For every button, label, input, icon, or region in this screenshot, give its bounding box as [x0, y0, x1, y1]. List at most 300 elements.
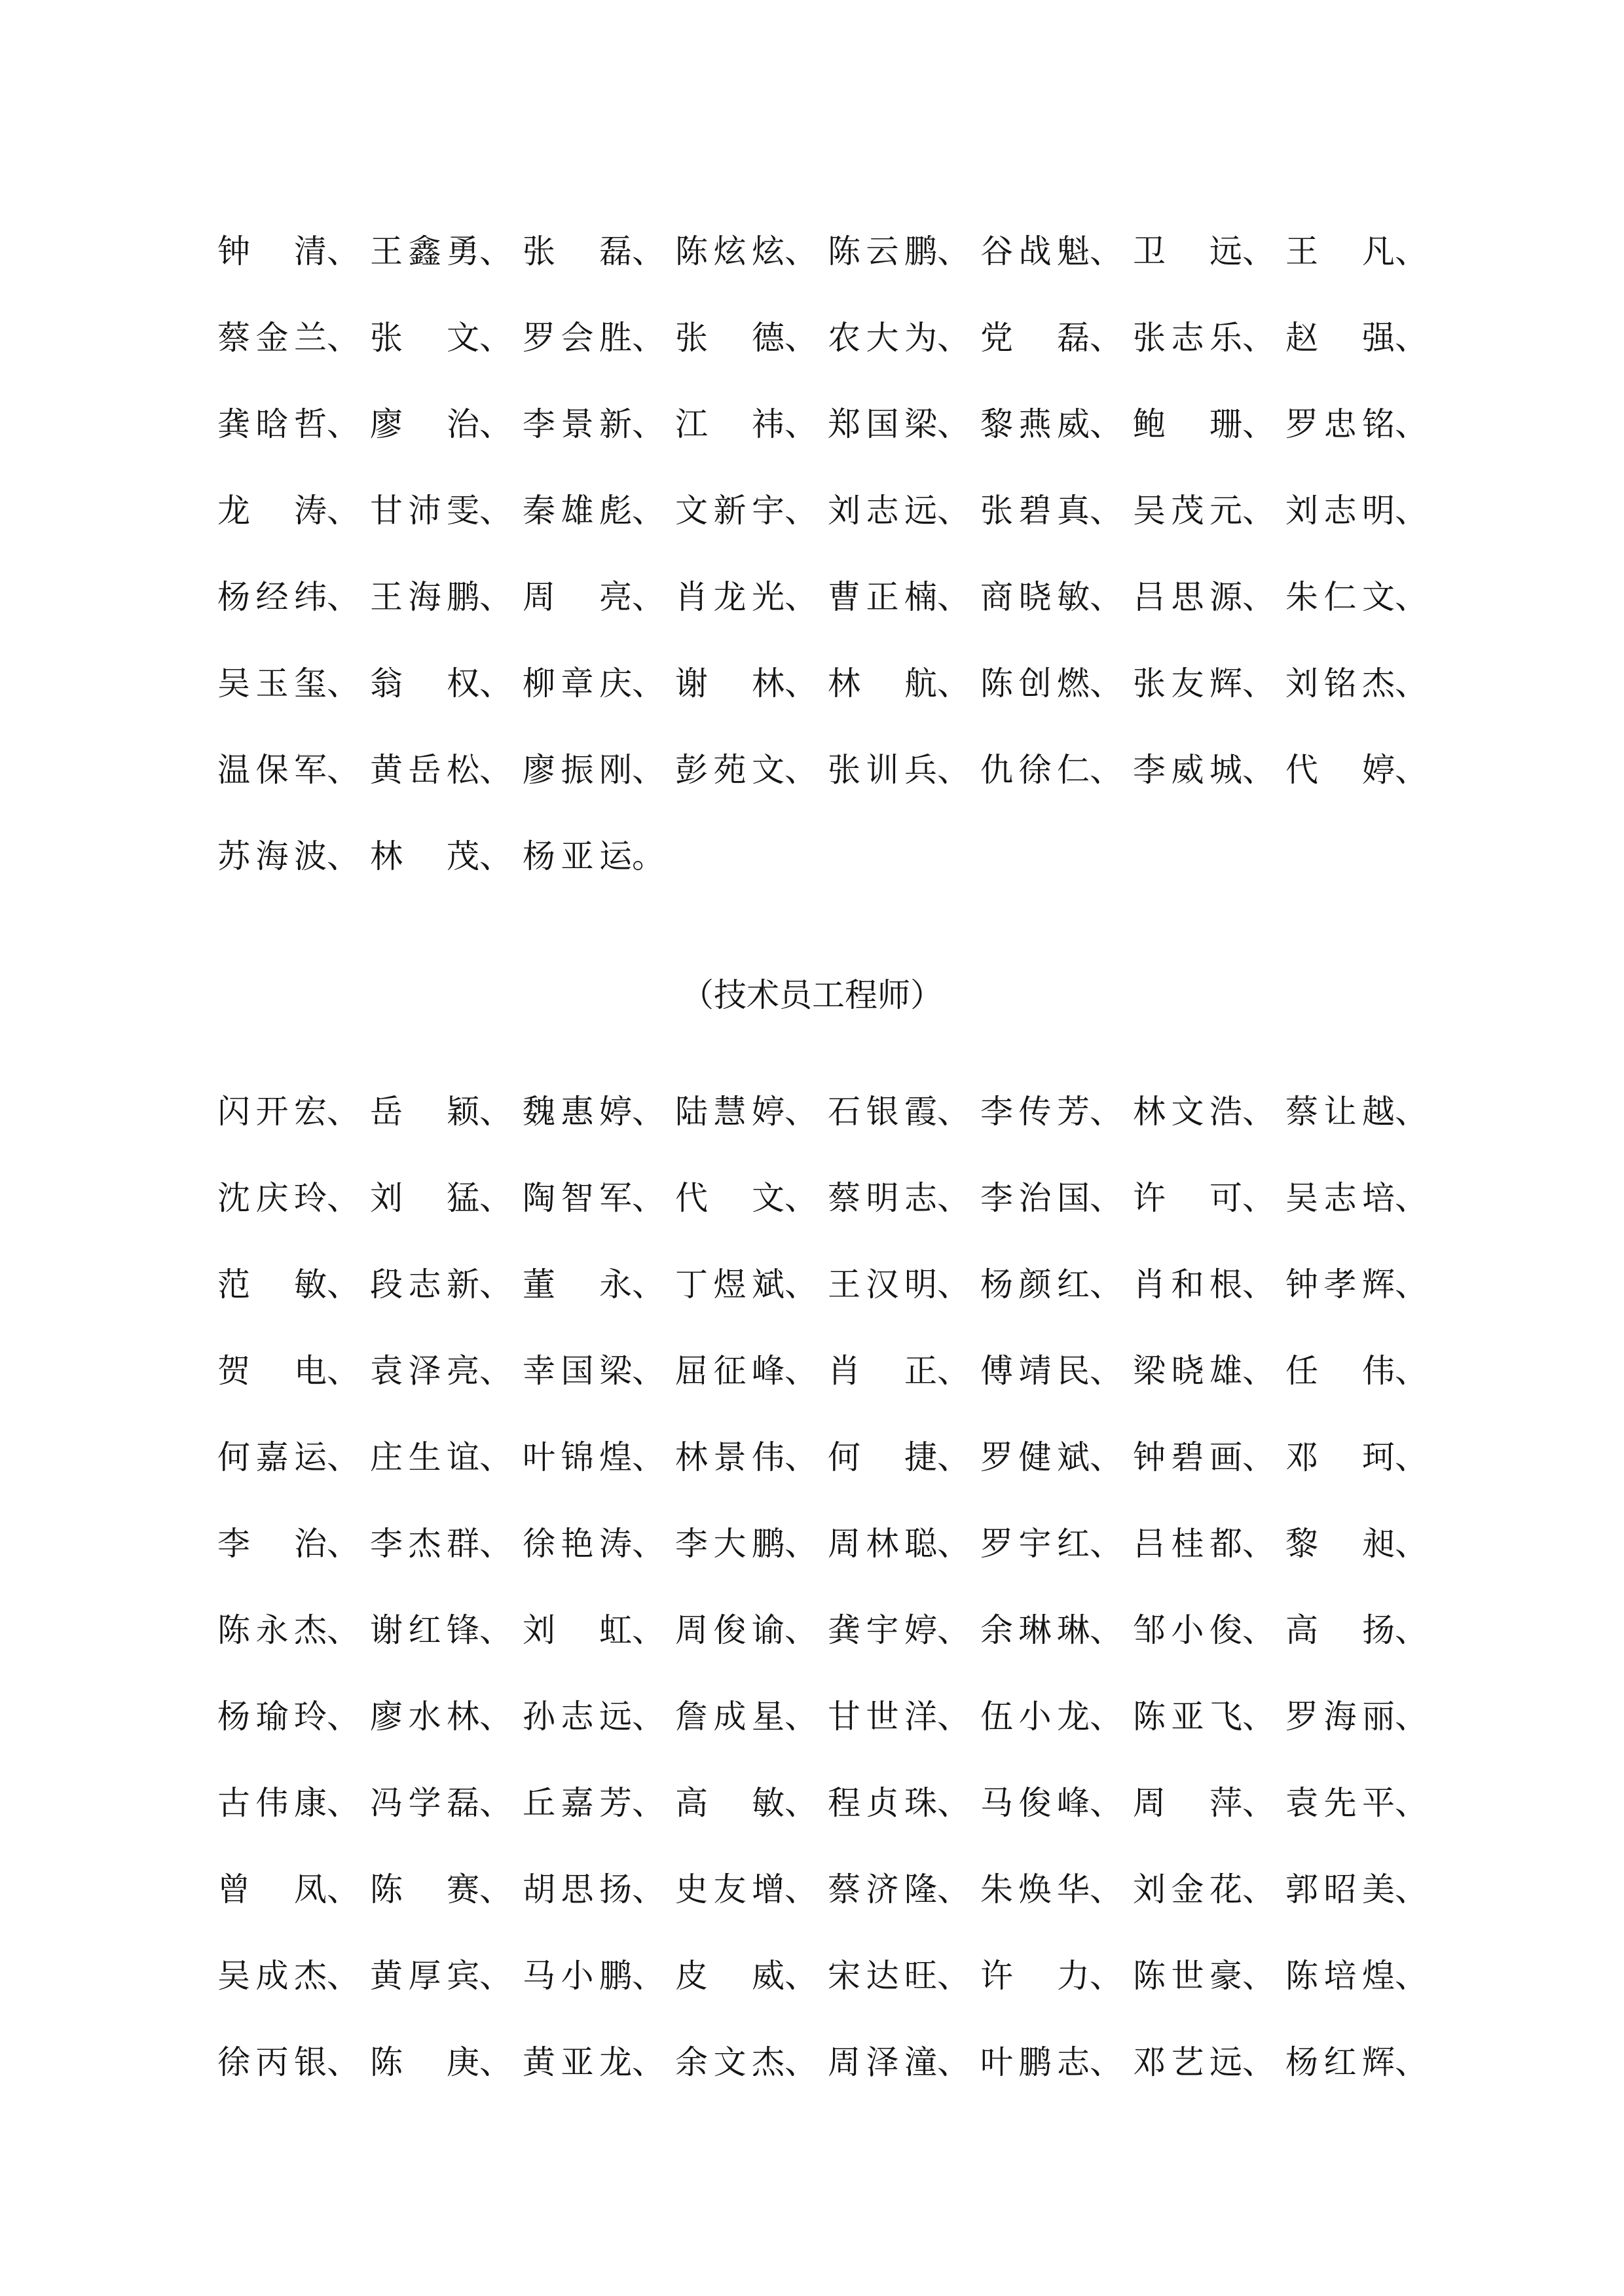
person-name: 幸国梁 [523, 1352, 632, 1390]
person-name: 翁 权 [370, 665, 479, 702]
person-name: 陈创燃 [980, 665, 1090, 702]
name-entry [217, 1870, 370, 1908]
separator-mark: 、 [479, 1525, 512, 1563]
separator-mark: 、 [1395, 1093, 1428, 1131]
person-name: 程贞珠 [828, 1784, 937, 1822]
name-entry [675, 232, 828, 270]
person-name: 陈亚飞 [1133, 1698, 1242, 1736]
name-entry [1285, 1611, 1438, 1649]
name-entry [675, 405, 828, 443]
name-row [217, 1328, 1429, 1414]
name-entry [370, 1611, 523, 1649]
person-name: 梁晓雄 [1133, 1352, 1242, 1390]
name-entry [675, 319, 828, 357]
separator-mark: 、 [632, 665, 665, 702]
person-name: 谷战魁 [980, 232, 1090, 270]
name-row [217, 1501, 1429, 1587]
separator-mark: 、 [784, 1438, 817, 1476]
name-entry [1285, 1352, 1438, 1390]
name-entry [980, 1957, 1133, 1995]
person-name: 邓艺远 [1133, 2043, 1242, 2081]
person-name: 黎 昶 [1285, 1525, 1395, 1563]
person-name: 岳 颖 [370, 1093, 479, 1131]
person-name: 张 磊 [523, 232, 632, 270]
name-entry [217, 492, 370, 530]
name-entry [217, 405, 370, 443]
person-name: 吴成杰 [217, 1957, 327, 1995]
name-entry [370, 1179, 523, 1217]
separator-mark: 、 [479, 1870, 512, 1908]
person-name: 屈征峰 [675, 1352, 784, 1390]
separator-mark: 、 [1395, 578, 1428, 616]
separator-mark: 、 [327, 1266, 360, 1303]
separator-mark: 、 [1090, 1611, 1122, 1649]
name-entry [828, 1611, 980, 1649]
name-entry [1133, 405, 1285, 443]
separator-mark: 、 [784, 1352, 817, 1390]
separator-mark: 、 [327, 405, 360, 443]
separator-mark: 、 [327, 2043, 360, 2081]
name-entry [1133, 1352, 1285, 1390]
name-entry [828, 1093, 980, 1131]
name-entry [217, 232, 370, 270]
separator-mark: 、 [1395, 665, 1428, 702]
person-name: 王 凡 [1285, 232, 1395, 270]
separator-mark: 、 [327, 1352, 360, 1390]
person-name: 陈世豪 [1133, 1957, 1242, 1995]
separator-mark: 、 [1242, 1957, 1275, 1995]
name-entry [828, 1957, 980, 1995]
name-entry [980, 751, 1133, 789]
person-name: 张碧真 [980, 492, 1090, 530]
separator-mark: 、 [784, 1179, 817, 1217]
separator-mark: 、 [937, 1611, 970, 1649]
separator-mark: 、 [632, 232, 665, 270]
person-name: 文新宇 [675, 492, 784, 530]
person-name: 周 萍 [1133, 1784, 1242, 1822]
separator-mark: 、 [937, 1957, 970, 1995]
person-name: 林 茂 [370, 837, 479, 875]
separator-mark: 、 [632, 1179, 665, 1217]
person-name: 蔡明志 [828, 1179, 937, 1217]
name-entry [828, 405, 980, 443]
separator-mark: 、 [479, 1179, 512, 1217]
name-entry [523, 405, 675, 443]
name-entry [980, 1179, 1133, 1217]
person-name: 彭苑文 [675, 751, 784, 789]
person-name: 谢 林 [675, 665, 784, 702]
name-entry [980, 1352, 1133, 1390]
name-entry [370, 1870, 523, 1908]
person-name: 廖水林 [370, 1698, 479, 1736]
name-entry [217, 1698, 370, 1736]
person-name: 周俊谕 [675, 1611, 784, 1649]
person-name: 马小鹏 [523, 1957, 632, 1995]
separator-mark: 、 [784, 665, 817, 702]
person-name: 廖 治 [370, 405, 479, 443]
separator-mark: 、 [1242, 1438, 1275, 1476]
person-name: 庄生谊 [370, 1438, 479, 1476]
separator-mark: 、 [1090, 1093, 1122, 1131]
person-name: 皮 威 [675, 1957, 784, 1995]
name-entry [370, 1784, 523, 1822]
name-entry [828, 1698, 980, 1736]
separator-mark: 、 [1395, 232, 1428, 270]
person-name: 魏惠婷 [523, 1093, 632, 1131]
separator-mark: 、 [937, 1266, 970, 1303]
separator-mark: 、 [479, 405, 512, 443]
person-name: 杨经纬 [217, 578, 327, 616]
separator-mark: 、 [632, 1698, 665, 1736]
separator-mark: 、 [1242, 232, 1275, 270]
name-entry [217, 1179, 370, 1217]
separator-mark: 、 [1395, 1266, 1428, 1303]
person-name: 林文浩 [1133, 1093, 1242, 1131]
separator-mark: 、 [784, 1698, 817, 1736]
separator-mark: 、 [1395, 2043, 1428, 2081]
name-entry [1285, 1438, 1438, 1476]
name-entry [523, 232, 675, 270]
name-entry [523, 751, 675, 789]
name-entry [980, 1438, 1133, 1476]
name-entry [1133, 667, 1285, 700]
separator-mark: 、 [784, 2043, 817, 2081]
person-name: 杨颜红 [980, 1266, 1090, 1303]
separator-mark: 、 [327, 665, 360, 702]
separator-mark: 、 [479, 837, 512, 875]
separator-mark: 、 [784, 232, 817, 270]
person-name: 林景伟 [675, 1438, 784, 1476]
separator-mark: 、 [479, 2043, 512, 2081]
separator-mark: 、 [479, 1611, 512, 1649]
separator-mark: 、 [1242, 1093, 1275, 1131]
name-entry [828, 1784, 980, 1822]
person-name: 郭昭美 [1285, 1870, 1395, 1908]
person-name: 黄岳松 [370, 751, 479, 789]
separator-mark: 、 [327, 1438, 360, 1476]
person-name: 许 可 [1133, 1179, 1242, 1217]
person-name: 江 祎 [675, 405, 784, 443]
separator-mark: 、 [1090, 232, 1122, 270]
name-entry [217, 1957, 370, 1995]
name-entry [675, 1268, 828, 1301]
name-entry [1133, 1870, 1285, 1908]
separator-mark: 、 [937, 1784, 970, 1822]
separator-mark: 、 [479, 1784, 512, 1822]
separator-mark: 、 [479, 319, 512, 357]
separator-mark: 、 [479, 1698, 512, 1736]
separator-mark: 、 [1395, 1525, 1428, 1563]
name-entry [370, 1525, 523, 1563]
name-entry [1285, 1698, 1438, 1736]
person-name: 张 德 [675, 319, 784, 357]
name-row [217, 640, 1429, 727]
separator-mark: 、 [1090, 405, 1122, 443]
separator-mark: 、 [632, 1438, 665, 1476]
name-entry [217, 1611, 370, 1649]
name-entry [1285, 1870, 1438, 1908]
separator-mark: 、 [1395, 1352, 1428, 1390]
name-row [217, 1068, 1429, 1155]
person-name: 詹成星 [675, 1698, 784, 1736]
separator-mark: 、 [479, 1266, 512, 1303]
name-row [217, 381, 1429, 467]
person-name: 谢红锋 [370, 1611, 479, 1649]
separator-mark: 、 [937, 232, 970, 270]
name-entry [980, 1093, 1133, 1131]
separator-mark: 、 [632, 405, 665, 443]
name-entry [217, 667, 370, 700]
separator-mark: 、 [784, 1525, 817, 1563]
person-name: 陶智军 [523, 1179, 632, 1217]
person-name: 钟碧画 [1133, 1438, 1242, 1476]
separator-mark: 、 [479, 665, 512, 702]
name-entry [980, 1611, 1133, 1649]
person-name: 伍小龙 [980, 1698, 1090, 1736]
name-entry [1285, 492, 1438, 530]
name-entry [980, 232, 1133, 270]
name-entry [523, 1179, 675, 1217]
name-entry [828, 1438, 980, 1476]
person-name: 徐丙银 [217, 2043, 327, 2081]
person-name: 杨亚运 [523, 837, 632, 875]
person-name: 罗宇红 [980, 1525, 1090, 1563]
name-row [217, 467, 1429, 554]
separator-mark: 、 [937, 319, 970, 357]
separator-mark: 、 [1090, 1784, 1122, 1822]
person-name: 代 文 [675, 1179, 784, 1217]
person-name: 党 磊 [980, 319, 1090, 357]
separator-mark: 、 [1242, 492, 1275, 530]
name-entry [370, 2043, 523, 2081]
separator-mark: 、 [784, 1266, 817, 1303]
name-entry [1133, 1957, 1285, 1995]
person-name: 许 力 [980, 1957, 1090, 1995]
person-name: 史友增 [675, 1870, 784, 1908]
person-name: 曹正楠 [828, 578, 937, 616]
person-name: 罗健斌 [980, 1438, 1090, 1476]
separator-mark: 、 [1395, 1611, 1428, 1649]
person-name: 甘世洋 [828, 1698, 937, 1736]
separator-mark: 、 [1395, 405, 1428, 443]
separator-mark: 、 [632, 578, 665, 616]
separator-mark: 、 [327, 1525, 360, 1563]
person-name: 刘志明 [1285, 492, 1395, 530]
person-name: 吕桂都 [1133, 1525, 1242, 1563]
person-name: 鲍 珊 [1133, 405, 1242, 443]
person-name: 袁先平 [1285, 1784, 1395, 1822]
separator-mark: 、 [1242, 1525, 1275, 1563]
separator-mark: 、 [327, 578, 360, 616]
person-name: 张 文 [370, 319, 479, 357]
person-name: 刘金花 [1133, 1870, 1242, 1908]
name-row [217, 1414, 1429, 1501]
name-entry [1133, 2043, 1285, 2081]
person-name: 李威城 [1133, 751, 1242, 789]
separator-mark: 、 [937, 1352, 970, 1390]
separator-mark: 、 [784, 578, 817, 616]
person-name: 朱仁文 [1285, 578, 1395, 616]
separator-mark: 、 [1242, 1784, 1275, 1822]
name-entry [1285, 2043, 1438, 2081]
person-name: 陈炫炫 [675, 232, 784, 270]
person-name: 张训兵 [828, 751, 937, 789]
separator-mark: 、 [937, 1179, 970, 1217]
person-name: 徐艳涛 [523, 1525, 632, 1563]
separator-mark: 、 [632, 1611, 665, 1649]
name-entry [217, 1352, 370, 1390]
separator-mark: 、 [784, 751, 817, 789]
name-entry [523, 1525, 675, 1563]
section-heading: （技术员工程师） [681, 976, 943, 1014]
name-entry [217, 751, 370, 789]
separator-mark: 、 [632, 1352, 665, 1390]
name-entry [675, 1870, 828, 1908]
separator-mark: 、 [784, 1093, 817, 1131]
separator-mark: 、 [479, 1352, 512, 1390]
separator-mark: 、 [784, 1957, 817, 1995]
separator-mark: 、 [784, 405, 817, 443]
name-row [217, 554, 1429, 640]
person-name: 苏海波 [217, 837, 327, 875]
person-name: 张友辉 [1133, 665, 1242, 702]
name-entry [523, 1698, 675, 1736]
separator-mark: 、 [1090, 319, 1122, 357]
person-name: 罗忠铭 [1285, 405, 1395, 443]
separator-mark: 、 [327, 1957, 360, 1995]
separator-mark: 、 [937, 1698, 970, 1736]
person-name: 李杰群 [370, 1525, 479, 1563]
name-row [217, 813, 1429, 900]
name-entry [828, 1179, 980, 1217]
name-entry [217, 1784, 370, 1822]
separator-mark: 、 [632, 1266, 665, 1303]
separator-mark: 、 [1090, 1266, 1122, 1303]
person-name: 段志新 [370, 1266, 479, 1303]
separator-mark: 、 [1395, 1438, 1428, 1476]
separator-mark: 、 [937, 405, 970, 443]
name-entry [675, 492, 828, 530]
name-entry [523, 2043, 675, 2081]
person-name: 蔡济隆 [828, 1870, 937, 1908]
name-entry [217, 1268, 370, 1301]
person-name: 李大鹏 [675, 1525, 784, 1563]
person-name: 代 婷 [1285, 751, 1395, 789]
name-entry [1285, 232, 1438, 270]
name-entry [523, 1870, 675, 1908]
name-entry [370, 837, 523, 875]
name-row [217, 1760, 1429, 1846]
person-name: 李景新 [523, 405, 632, 443]
person-name: 叶锦煌 [523, 1438, 632, 1476]
separator-mark: 、 [1395, 1957, 1428, 1995]
person-name: 杨红辉 [1285, 2043, 1395, 2081]
name-entry [1285, 1093, 1438, 1131]
separator-mark: 、 [327, 492, 360, 530]
separator-mark: 、 [1395, 319, 1428, 357]
person-name: 钟 清 [217, 232, 327, 270]
name-list-technician-engineer [217, 1068, 1429, 2105]
name-entry [217, 1438, 370, 1476]
person-name: 陆慧婷 [675, 1093, 784, 1131]
name-entry [1133, 578, 1285, 616]
person-name: 范 敏 [217, 1266, 327, 1303]
name-entry [1133, 1784, 1285, 1822]
separator-mark: 、 [479, 1093, 512, 1131]
name-entry [980, 1698, 1133, 1736]
name-entry [828, 232, 980, 270]
person-name: 商晓敏 [980, 578, 1090, 616]
separator-mark: 、 [1090, 1698, 1122, 1736]
separator-mark: 、 [1090, 1352, 1122, 1390]
separator-mark: 、 [1090, 665, 1122, 702]
name-entry [1133, 1611, 1285, 1649]
separator-mark: 、 [937, 751, 970, 789]
person-name: 刘 猛 [370, 1179, 479, 1217]
name-entry [217, 578, 370, 616]
separator-mark: 、 [632, 2043, 665, 2081]
name-entry [828, 751, 980, 789]
name-entry [1133, 1093, 1285, 1131]
name-entry [1133, 1698, 1285, 1736]
separator-mark: 、 [327, 1698, 360, 1736]
name-entry [217, 319, 370, 357]
person-name: 秦雄彪 [523, 492, 632, 530]
name-entry [980, 667, 1133, 700]
separator-mark: 、 [1090, 1525, 1122, 1563]
name-entry [1133, 1179, 1285, 1217]
separator-mark: 、 [1242, 665, 1275, 702]
separator-mark: 、 [1242, 1870, 1275, 1908]
name-entry [675, 578, 828, 616]
name-row [217, 1933, 1429, 2019]
name-entry [1133, 1268, 1285, 1301]
name-entry [675, 1093, 828, 1131]
separator-mark: 、 [1090, 1438, 1122, 1476]
name-entry [675, 1957, 828, 1995]
person-name: 冯学磊 [370, 1784, 479, 1822]
separator-mark: 、 [784, 1611, 817, 1649]
name-entry [370, 232, 523, 270]
name-entry [828, 1352, 980, 1390]
person-name: 龚宇婷 [828, 1611, 937, 1649]
person-name: 王海鹏 [370, 578, 479, 616]
name-entry [980, 1784, 1133, 1822]
person-name: 石银霞 [828, 1093, 937, 1131]
person-name: 罗会胜 [523, 319, 632, 357]
separator-mark: 、 [1242, 1611, 1275, 1649]
separator-mark: 、 [632, 319, 665, 357]
name-entry [370, 578, 523, 616]
person-name: 杨瑜玲 [217, 1698, 327, 1736]
separator-mark: 、 [1395, 1179, 1428, 1217]
person-name: 罗海丽 [1285, 1698, 1395, 1736]
person-name: 陈云鹏 [828, 232, 937, 270]
separator-mark: 、 [632, 1784, 665, 1822]
name-row [217, 1155, 1429, 1241]
person-name: 郑国梁 [828, 405, 937, 443]
name-row [217, 1587, 1429, 1673]
name-entry [1285, 578, 1438, 616]
name-entry [1133, 492, 1285, 530]
name-entry [370, 492, 523, 530]
name-entry [523, 492, 675, 530]
name-entry [675, 1611, 828, 1649]
separator-mark: 、 [632, 1957, 665, 1995]
person-name: 农大为 [828, 319, 937, 357]
name-entry [370, 405, 523, 443]
person-name: 黄亚龙 [523, 2043, 632, 2081]
